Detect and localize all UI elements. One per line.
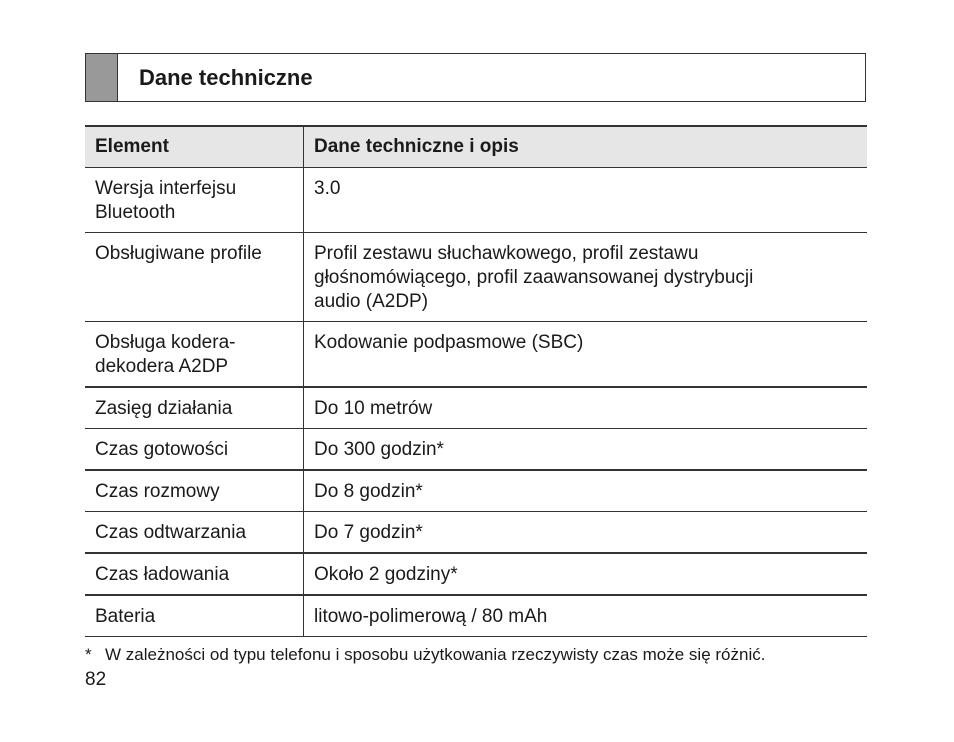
table-row	[85, 429, 867, 471]
row-element-cell: Wersja interfejsu Bluetooth	[85, 168, 304, 233]
table-row	[85, 470, 867, 512]
table-header-row	[85, 126, 867, 168]
row-value-cell: Profil zestawu słuchawkowego, profil zestawu głośnomówiącego, profil zaawansowanej dystrybucji audio (A2DP)	[304, 233, 868, 322]
table-row	[85, 595, 867, 637]
row-value-cell: Do 7 godzin*	[304, 512, 868, 554]
section-header	[85, 53, 866, 102]
table-row	[85, 387, 867, 429]
row-value-cell: Około 2 godziny*	[304, 553, 868, 595]
column-header-description: Dane techniczne i opis	[304, 126, 868, 168]
row-value-cell: litowo-polimerową / 80 mAh	[304, 595, 868, 637]
row-element-cell: Czas rozmowy	[85, 470, 304, 512]
spec-table	[85, 125, 867, 637]
table-row	[85, 168, 867, 233]
row-value-cell: Do 300 godzin*	[304, 429, 868, 471]
footnote-text: W zależności od typu telefonu i sposobu użytkowania rzeczywisty czas może się różnić.	[105, 645, 766, 664]
row-element-cell: Zasięg działania	[85, 387, 304, 429]
table-row	[85, 512, 867, 554]
column-header-element: Element	[85, 126, 304, 168]
table-row	[85, 233, 867, 322]
row-element-cell: Obsługiwane profile	[85, 233, 304, 322]
section-title: Dane techniczne	[139, 64, 313, 90]
table-row	[85, 553, 867, 595]
row-value-cell: Do 8 godzin*	[304, 470, 868, 512]
row-element-cell: Czas ładowania	[85, 553, 304, 595]
row-value-cell: 3.0	[304, 168, 868, 233]
footnote	[85, 645, 765, 665]
row-value-cell: Kodowanie podpasmowe (SBC)	[304, 322, 868, 388]
table-row	[85, 322, 867, 388]
row-element-cell: Czas gotowości	[85, 429, 304, 471]
row-element-cell: Bateria	[85, 595, 304, 637]
section-marker	[86, 54, 118, 101]
row-element-cell: Czas odtwarzania	[85, 512, 304, 554]
row-element-cell: Obsługa kodera- dekodera A2DP	[85, 322, 304, 388]
row-value-cell: Do 10 metrów	[304, 387, 868, 429]
page-number: 82	[85, 669, 107, 690]
footnote-marker: *	[85, 645, 92, 664]
